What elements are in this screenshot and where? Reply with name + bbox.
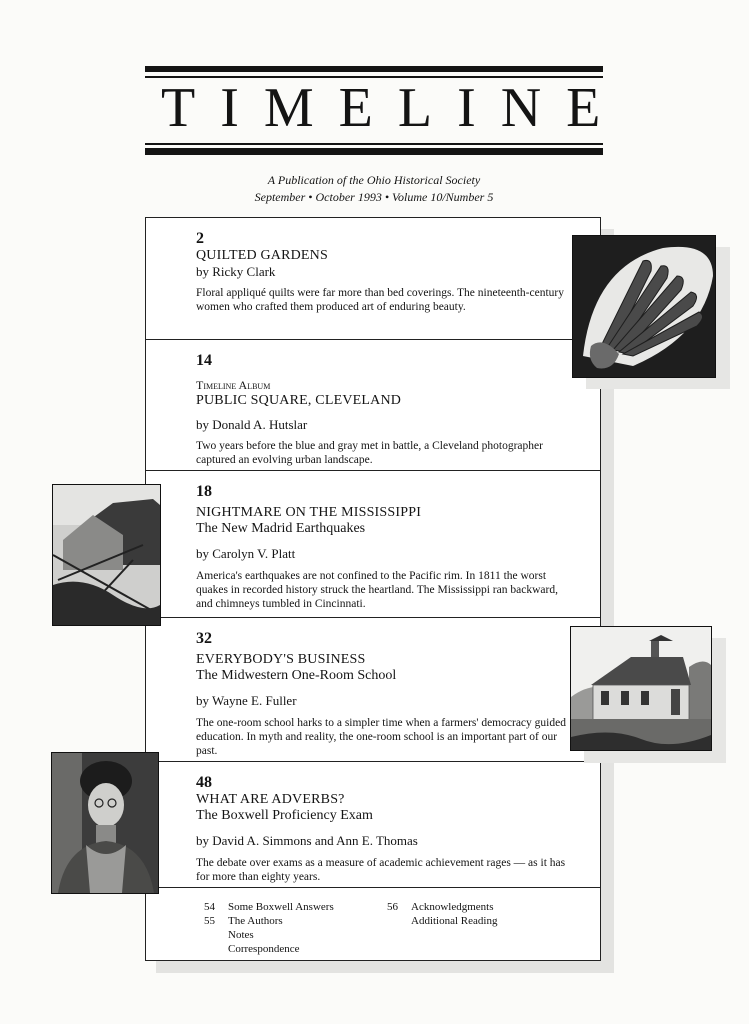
back-matter-label: Correspondence <box>228 943 300 955</box>
back-matter-item[interactable] <box>204 914 384 928</box>
back-matter-label: Acknowledgments <box>411 901 494 913</box>
publication-info <box>145 172 603 206</box>
article-title: QUILTED GARDENS <box>196 248 328 263</box>
quilt-photo <box>572 235 716 378</box>
article-byline: by Ricky Clark <box>196 264 276 279</box>
article-public-square-cleveland[interactable] <box>146 340 600 471</box>
article-subtitle: The Midwestern One-Room School <box>196 668 397 683</box>
article-byline: by Carolyn V. Platt <box>196 546 296 561</box>
back-matter-label: The Authors <box>228 915 283 927</box>
article-page-number: 32 <box>196 630 212 647</box>
back-matter-left <box>204 900 384 956</box>
back-matter-item[interactable] <box>204 942 384 956</box>
table-of-contents <box>145 217 601 961</box>
article-page-number: 18 <box>196 483 212 500</box>
article-page-number: 48 <box>196 774 212 791</box>
back-matter-item[interactable] <box>387 900 567 914</box>
back-matter-item[interactable] <box>204 900 384 914</box>
article-page-number: 2 <box>196 230 204 247</box>
article-description: The one-room school harks to a simpler time when a farmers' democracy guided education. In myth and reality, the one-room school is an important part of our past. <box>196 717 566 757</box>
article-byline: by Wayne E. Fuller <box>196 693 297 708</box>
back-matter-right <box>387 900 567 928</box>
back-matter-item[interactable] <box>387 914 567 928</box>
article-description: America's earthquakes are not confined to the Pacific rim. In 1811 the worst quakes in recorded history struck the heartland. The Mississippi ran backward, and chimneys tumbled in Cincinnati. <box>196 570 558 610</box>
back-matter-label: Notes <box>228 929 254 941</box>
earthquake-engraving <box>52 484 161 626</box>
article-title: WHAT ARE ADVERBS? <box>196 792 345 807</box>
article-description: The debate over exams as a measure of academic achievement rages — as it has for more than eighty years. <box>196 857 566 883</box>
back-matter-page: 56 <box>387 901 398 913</box>
article-nightmare-on-the-mississippi[interactable] <box>146 471 600 618</box>
masthead-top-thick-rule <box>145 66 603 72</box>
teacher-portrait-photo <box>51 752 159 894</box>
back-matter-label: Some Boxwell Answers <box>228 901 334 913</box>
issue-line: September • October 1993 • Volume 10/Number 5 <box>254 190 494 204</box>
article-page-number: 14 <box>196 352 212 369</box>
article-subtitle: The New Madrid Earthquakes <box>196 521 366 536</box>
one-room-school-photo <box>570 626 712 751</box>
article-title: EVERYBODY'S BUSINESS <box>196 652 366 667</box>
back-matter-item[interactable] <box>204 928 384 942</box>
article-what-are-adverbs[interactable] <box>146 762 600 888</box>
article-description: Two years before the blue and gray met in battle, a Cleveland photographer captured an evolving urban landscape. <box>196 440 543 466</box>
article-kicker: Timeline Album <box>196 378 271 392</box>
masthead-bottom-thick-rule <box>145 148 603 155</box>
article-quilted-gardens[interactable] <box>146 218 600 340</box>
back-matter-page: 54 <box>204 901 215 913</box>
article-byline: by David A. Simmons and Ann E. Thomas <box>196 833 418 848</box>
article-everybodys-business[interactable] <box>146 618 600 762</box>
publication-line: A Publication of the Ohio Historical Society <box>267 173 481 187</box>
article-title: NIGHTMARE ON THE MISSISSIPPI <box>196 505 422 520</box>
magazine-title: TIMELINE <box>161 77 626 139</box>
article-byline: by Donald A. Hutslar <box>196 417 308 432</box>
masthead <box>145 66 626 156</box>
article-subtitle: The Boxwell Proficiency Exam <box>196 808 373 823</box>
masthead-bottom-thin-rule <box>145 143 603 145</box>
article-title: PUBLIC SQUARE, CLEVELAND <box>196 393 402 408</box>
back-matter-page: 55 <box>204 915 215 927</box>
article-description: Floral appliqué quilts were far more than bed coverings. The nineteenth-century women who crafted them produced art of enduring beauty. <box>196 287 564 313</box>
back-matter-label: Additional Reading <box>411 915 498 927</box>
